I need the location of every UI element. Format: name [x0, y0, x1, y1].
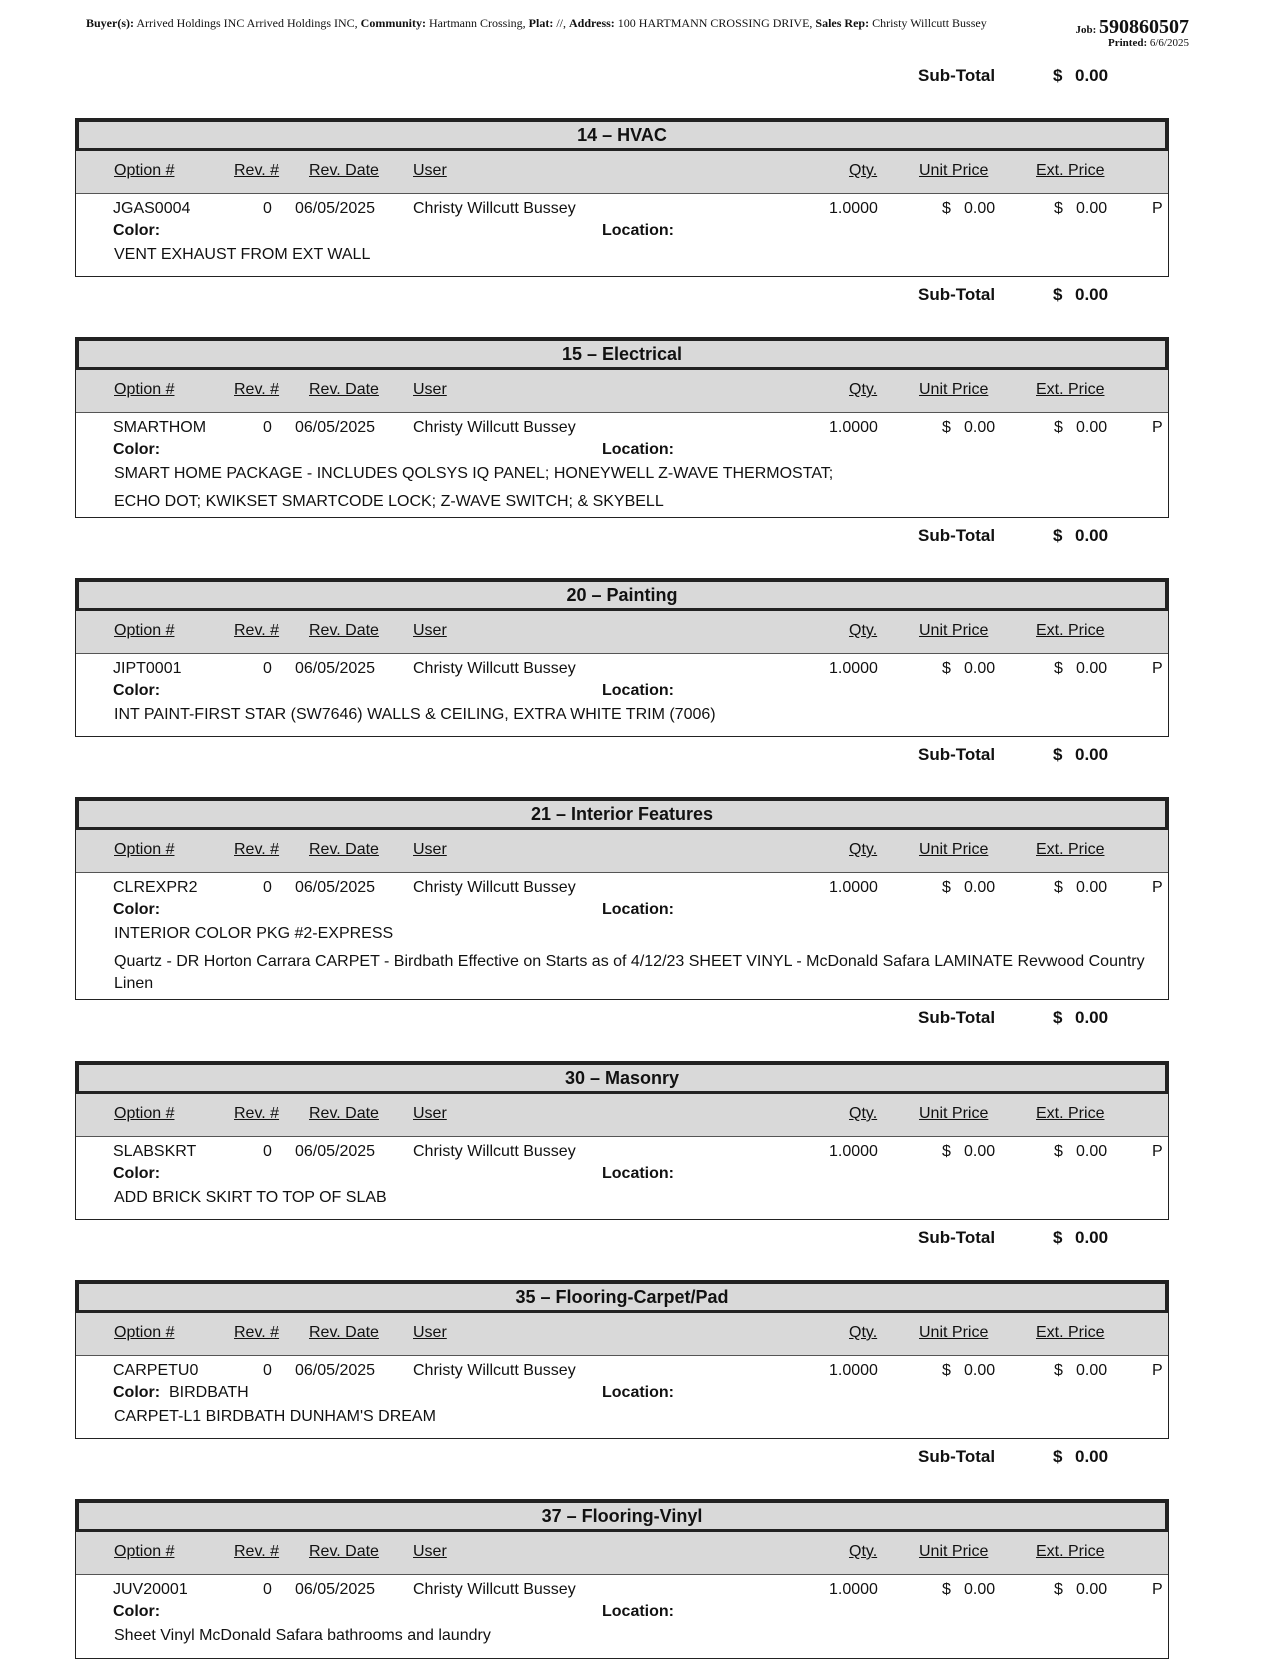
rev-number: 0 [263, 1143, 272, 1160]
ext-price-currency: $ [1054, 200, 1063, 217]
status-flag: P [1152, 419, 1163, 436]
color-location-row [76, 1381, 1168, 1403]
color-location-row [76, 1600, 1168, 1622]
sub-total-currency: $ [1053, 285, 1063, 304]
sub-total-row [0, 66, 1275, 88]
col-rev-date: Rev. Date [309, 1543, 379, 1560]
plat-value: //, [556, 16, 566, 30]
description-block [76, 920, 1168, 995]
document-header [86, 16, 1016, 30]
rev-date: 06/05/2025 [295, 200, 376, 217]
item-row [76, 1140, 1168, 1162]
rev-date: 06/05/2025 [295, 1143, 376, 1160]
description-line: ADD BRICK SKIRT TO TOP OF SLAB [114, 1189, 387, 1206]
location-label: Location: [602, 1165, 674, 1182]
job-number: 590860507 [1099, 16, 1189, 38]
col-user: User [413, 381, 447, 398]
col-unit-price: Unit Price [919, 1543, 989, 1560]
col-option: Option # [114, 381, 175, 398]
description-block [76, 1184, 1168, 1209]
col-qty: Qty. [849, 1324, 878, 1341]
col-qty: Qty. [849, 1543, 878, 1560]
sub-total-currency: $ [1053, 745, 1063, 764]
printed-date: 6/6/2025 [1149, 37, 1189, 49]
sub-total-row [0, 526, 1275, 548]
col-unit-price: Unit Price [919, 1105, 989, 1122]
sub-total-currency: $ [1053, 1228, 1063, 1247]
col-option: Option # [114, 1543, 175, 1560]
quantity: 1.0000 [829, 1362, 878, 1379]
user-name: Christy Willcutt Bussey [413, 660, 576, 677]
option-code: CLREXPR2 [113, 879, 198, 896]
item-row [76, 657, 1168, 679]
description-block [76, 701, 1168, 726]
col-ext-price: Ext. Price [1036, 1105, 1105, 1122]
unit-price: 0.00 [964, 1581, 996, 1598]
sales-rep-value: Christy Willcutt Bussey [872, 16, 987, 30]
column-header [76, 830, 1168, 873]
sub-total-currency: $ [1053, 1008, 1063, 1027]
item-row [76, 197, 1168, 219]
sub-total-value: 0.00 [1075, 1447, 1109, 1466]
job-info [1075, 16, 1189, 49]
ext-price: 0.00 [1076, 200, 1108, 217]
option-section [75, 578, 1169, 737]
sales-rep-label: Sales Rep: [815, 16, 870, 30]
unit-price: 0.00 [964, 1143, 996, 1160]
col-rev-date: Rev. Date [309, 1105, 379, 1122]
address-value: 100 HARTMANN CROSSING DRIVE, [617, 16, 813, 30]
job-label: Job: [1075, 24, 1097, 36]
color-label: Color: [113, 441, 161, 458]
option-code: CARPETU0 [113, 1362, 199, 1379]
col-ext-price: Ext. Price [1036, 1543, 1105, 1560]
ext-price-currency: $ [1054, 660, 1063, 677]
col-rev: Rev. # [234, 1543, 280, 1560]
col-rev: Rev. # [234, 162, 280, 179]
col-unit-price: Unit Price [919, 381, 989, 398]
plat-label: Plat: [528, 16, 554, 30]
description-line: Quartz - DR Horton Carrara CARPET - Birdbath Effective on Starts as of 4/12/23 SHEET VINYL - McDonald Safara LAMINATE Revwood Country Linen [114, 953, 1145, 992]
section-title: 20 – Painting [76, 579, 1168, 611]
status-flag: P [1152, 660, 1163, 677]
sub-total-row [0, 1008, 1275, 1030]
ext-price: 0.00 [1076, 879, 1108, 896]
sub-total-label: Sub-Total [918, 66, 996, 85]
col-user: User [413, 162, 447, 179]
option-section [75, 1499, 1169, 1659]
quantity: 1.0000 [829, 879, 878, 896]
option-section [75, 1280, 1169, 1439]
user-name: Christy Willcutt Bussey [413, 1581, 576, 1598]
col-user: User [413, 841, 447, 858]
sub-total-label: Sub-Total [918, 1447, 996, 1466]
unit-price: 0.00 [964, 879, 996, 896]
col-rev-date: Rev. Date [309, 1324, 379, 1341]
sub-total-currency: $ [1053, 66, 1063, 85]
sub-total-value: 0.00 [1075, 66, 1109, 85]
color-label: Color: [113, 1384, 161, 1401]
ext-price-currency: $ [1054, 879, 1063, 896]
location-label: Location: [602, 901, 674, 918]
address-label: Address: [569, 16, 615, 30]
item-row [76, 1578, 1168, 1600]
col-unit-price: Unit Price [919, 841, 989, 858]
rev-date: 06/05/2025 [295, 1581, 376, 1598]
description-line: CARPET-L1 BIRDBATH DUNHAM'S DREAM [114, 1408, 436, 1425]
col-unit-price: Unit Price [919, 622, 989, 639]
col-rev: Rev. # [234, 1324, 280, 1341]
col-user: User [413, 1105, 447, 1122]
option-section [75, 1061, 1169, 1220]
sub-total-label: Sub-Total [918, 285, 996, 304]
col-rev-date: Rev. Date [309, 381, 379, 398]
col-rev-date: Rev. Date [309, 622, 379, 639]
description-line: VENT EXHAUST FROM EXT WALL [114, 246, 371, 263]
user-name: Christy Willcutt Bussey [413, 879, 576, 896]
col-ext-price: Ext. Price [1036, 622, 1105, 639]
item-row [76, 876, 1168, 898]
rev-number: 0 [263, 1362, 272, 1379]
user-name: Christy Willcutt Bussey [413, 1362, 576, 1379]
description-block [76, 1403, 1168, 1428]
col-rev: Rev. # [234, 1105, 280, 1122]
sub-total-value: 0.00 [1075, 745, 1109, 764]
col-ext-price: Ext. Price [1036, 381, 1105, 398]
option-section [75, 797, 1169, 1000]
rev-number: 0 [263, 879, 272, 896]
sub-total-row [0, 285, 1275, 307]
description-line: INT PAINT-FIRST STAR (SW7646) WALLS & CEILING, EXTRA WHITE TRIM (7006) [114, 706, 716, 723]
location-label: Location: [602, 441, 674, 458]
col-rev: Rev. # [234, 381, 280, 398]
rev-date: 06/05/2025 [295, 1362, 376, 1379]
unit-price-currency: $ [942, 1581, 951, 1598]
col-user: User [413, 1543, 447, 1560]
ext-price-currency: $ [1054, 1143, 1063, 1160]
sub-total-label: Sub-Total [918, 745, 996, 764]
section-title: 30 – Masonry [76, 1062, 1168, 1094]
sub-total-currency: $ [1053, 526, 1063, 545]
item-row [76, 1359, 1168, 1381]
quantity: 1.0000 [829, 1143, 878, 1160]
color-location-row [76, 898, 1168, 920]
col-unit-price: Unit Price [919, 1324, 989, 1341]
rev-date: 06/05/2025 [295, 879, 376, 896]
quantity: 1.0000 [829, 1581, 878, 1598]
community-value: Hartmann Crossing, [429, 16, 526, 30]
ext-price-currency: $ [1054, 1581, 1063, 1598]
status-flag: P [1152, 200, 1163, 217]
column-header [76, 611, 1168, 654]
col-option: Option # [114, 162, 175, 179]
section-title: 21 – Interior Features [76, 798, 1168, 830]
color-label: Color: [113, 682, 161, 699]
description-block [76, 241, 1168, 266]
user-name: Christy Willcutt Bussey [413, 200, 576, 217]
community-label: Community: [360, 16, 427, 30]
color-label: Color: [113, 222, 161, 239]
sub-total-value: 0.00 [1075, 1228, 1109, 1247]
col-qty: Qty. [849, 381, 878, 398]
unit-price: 0.00 [964, 200, 996, 217]
color-label: Color: [113, 901, 161, 918]
sub-total-row [0, 745, 1275, 767]
col-qty: Qty. [849, 162, 878, 179]
sub-total-label: Sub-Total [918, 1008, 996, 1027]
ext-price-currency: $ [1054, 1362, 1063, 1379]
column-header [76, 1313, 1168, 1356]
buyer-label: Buyer(s): [86, 16, 134, 30]
column-header [76, 1094, 1168, 1137]
rev-date: 06/05/2025 [295, 419, 376, 436]
quantity: 1.0000 [829, 200, 878, 217]
ext-price: 0.00 [1076, 1143, 1108, 1160]
col-qty: Qty. [849, 841, 878, 858]
col-option: Option # [114, 1105, 175, 1122]
status-flag: P [1152, 1581, 1163, 1598]
rev-number: 0 [263, 200, 272, 217]
unit-price-currency: $ [942, 660, 951, 677]
unit-price: 0.00 [964, 660, 996, 677]
col-ext-price: Ext. Price [1036, 1324, 1105, 1341]
color-location-row [76, 438, 1168, 460]
option-section [75, 337, 1169, 518]
unit-price-currency: $ [942, 1143, 951, 1160]
sub-total-row [0, 1228, 1275, 1250]
option-section [75, 118, 1169, 277]
unit-price-currency: $ [942, 879, 951, 896]
sub-total-row [0, 1447, 1275, 1469]
color-location-row [76, 679, 1168, 701]
sub-total-value: 0.00 [1075, 526, 1109, 545]
section-title: 15 – Electrical [76, 338, 1168, 370]
sub-total-currency: $ [1053, 1447, 1063, 1466]
status-flag: P [1152, 1143, 1163, 1160]
description-line: INTERIOR COLOR PKG #2-EXPRESS [114, 925, 394, 942]
col-user: User [413, 622, 447, 639]
item-row [76, 416, 1168, 438]
sub-total-label: Sub-Total [918, 526, 996, 545]
column-header [76, 151, 1168, 194]
buyer-value: Arrived Holdings INC Arrived Holdings INC, [136, 16, 358, 30]
description-line: ECHO DOT; KWIKSET SMARTCODE LOCK; Z-WAVE SWITCH; & SKYBELL [114, 493, 664, 510]
column-header [76, 1532, 1168, 1575]
location-label: Location: [602, 1603, 674, 1620]
col-rev-date: Rev. Date [309, 841, 379, 858]
col-rev: Rev. # [234, 841, 280, 858]
unit-price-currency: $ [942, 1362, 951, 1379]
col-ext-price: Ext. Price [1036, 841, 1105, 858]
option-code: SMARTHOM [113, 419, 207, 436]
col-qty: Qty. [849, 1105, 878, 1122]
option-code: JUV20001 [113, 1581, 188, 1598]
status-flag: P [1152, 879, 1163, 896]
ext-price-currency: $ [1054, 419, 1063, 436]
quantity: 1.0000 [829, 660, 878, 677]
col-unit-price: Unit Price [919, 162, 989, 179]
ext-price: 0.00 [1076, 1581, 1108, 1598]
color-location-row [76, 1162, 1168, 1184]
option-code: SLABSKRT [113, 1143, 197, 1160]
section-title: 14 – HVAC [76, 119, 1168, 151]
option-code: JIPT0001 [113, 660, 182, 677]
quantity: 1.0000 [829, 419, 878, 436]
description-line: SMART HOME PACKAGE - INCLUDES QOLSYS IQ PANEL; HONEYWELL Z-WAVE THERMOSTAT; [114, 465, 834, 482]
rev-number: 0 [263, 660, 272, 677]
col-option: Option # [114, 1324, 175, 1341]
option-code: JGAS0004 [113, 200, 191, 217]
user-name: Christy Willcutt Bussey [413, 419, 576, 436]
col-rev-date: Rev. Date [309, 162, 379, 179]
section-title: 37 – Flooring-Vinyl [76, 1500, 1168, 1532]
sub-total-value: 0.00 [1075, 1008, 1109, 1027]
ext-price: 0.00 [1076, 419, 1108, 436]
color-label: Color: [113, 1603, 161, 1620]
unit-price: 0.00 [964, 419, 996, 436]
color-location-row [76, 219, 1168, 241]
col-rev: Rev. # [234, 622, 280, 639]
location-label: Location: [602, 222, 674, 239]
location-label: Location: [602, 682, 674, 699]
unit-price-currency: $ [942, 419, 951, 436]
ext-price: 0.00 [1076, 660, 1108, 677]
sub-total-label: Sub-Total [918, 1228, 996, 1247]
column-header [76, 370, 1168, 413]
color-label: Color: [113, 1165, 161, 1182]
sub-total-value: 0.00 [1075, 285, 1109, 304]
printed-label: Printed: [1108, 37, 1148, 49]
description-block [76, 1622, 1168, 1647]
rev-number: 0 [263, 1581, 272, 1598]
description-block [76, 460, 1168, 513]
col-qty: Qty. [849, 622, 878, 639]
rev-number: 0 [263, 419, 272, 436]
col-option: Option # [114, 841, 175, 858]
location-label: Location: [602, 1384, 674, 1401]
col-option: Option # [114, 622, 175, 639]
section-title: 35 – Flooring-Carpet/Pad [76, 1281, 1168, 1313]
status-flag: P [1152, 1362, 1163, 1379]
description-line: Sheet Vinyl McDonald Safara bathrooms and laundry [114, 1627, 491, 1644]
col-ext-price: Ext. Price [1036, 162, 1105, 179]
col-user: User [413, 1324, 447, 1341]
unit-price: 0.00 [964, 1362, 996, 1379]
ext-price: 0.00 [1076, 1362, 1108, 1379]
color-value: BIRDBATH [169, 1384, 249, 1401]
user-name: Christy Willcutt Bussey [413, 1143, 576, 1160]
unit-price-currency: $ [942, 200, 951, 217]
rev-date: 06/05/2025 [295, 660, 376, 677]
